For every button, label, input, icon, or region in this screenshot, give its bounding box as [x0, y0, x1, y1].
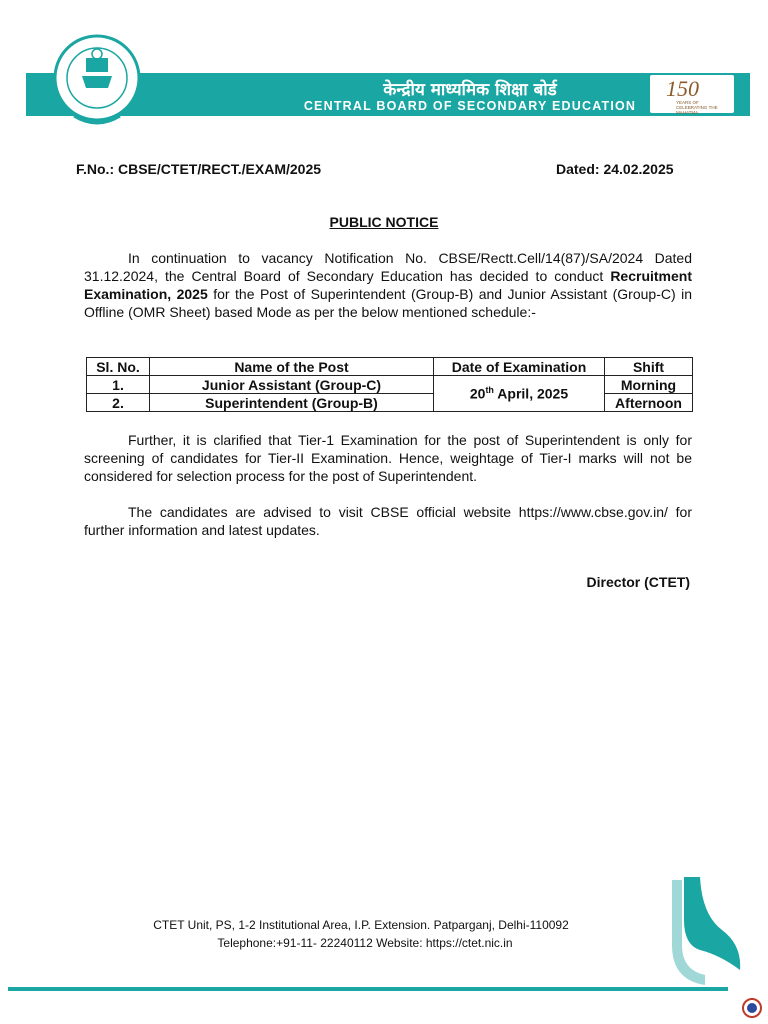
paragraph-clarification [84, 431, 692, 485]
para1-bold: Recruitment Examination, 2025 [84, 268, 692, 302]
cell-post: Superintendent (Group-B) [150, 394, 434, 412]
cell-shift: Morning [605, 376, 693, 394]
date-rest: April, 2025 [493, 385, 569, 402]
badge-text: YEARS OF CELEBRATING THE MAHATMA [676, 100, 718, 115]
col-header-sl: Sl. No. [87, 358, 150, 376]
footer-contact: Telephone:+91-11- 22240112 Website: https://ctet.nic.in [217, 936, 513, 950]
file-number: F.No.: CBSE/CTET/RECT./EXAM/2025 [76, 161, 322, 177]
corner-logo-icon [742, 998, 762, 1018]
cell-post: Junior Assistant (Group-C) [150, 376, 434, 394]
header-hindi-name: केन्द्रीय माध्यमिक शिक्षा बोर्ड [383, 80, 557, 100]
footer-address: CTET Unit, PS, 1-2 Institutional Area, I.P. Extension. Patparganj, Delhi-110092 [153, 918, 569, 932]
cell-date [434, 376, 605, 412]
col-header-shift: Shift [605, 358, 693, 376]
para1-text-a: In continuation to vacancy Notification No. CBSE/Rectt.Cell/14(87)/SA/2024 Dated 31.12.2024, the Central Board of Secondary Education has decided to conduct [84, 250, 692, 284]
badge-number: 150 [666, 76, 699, 101]
header-english-name: CENTRAL BOARD OF SECONDARY EDUCATION [303, 99, 637, 113]
table-header-row [87, 358, 693, 376]
col-header-post: Name of the Post [150, 358, 434, 376]
footer-line [8, 987, 728, 991]
date-suffix: th [485, 385, 494, 396]
cell-sl: 1. [87, 376, 150, 394]
date-day: 20 [469, 385, 486, 402]
paragraph-intro [84, 249, 692, 321]
para2-text: Further, it is clarified that Tier-1 Examination for the post of Superintendent is only for screening of candidates for Tier-II Examination. Hence, weightage of Tier-I marks will not be considered for selection process for the post of Superintendent. [84, 432, 692, 484]
footer-decoration-icon [660, 875, 750, 990]
notice-title: PUBLIC NOTICE [329, 214, 439, 230]
para3-text: The candidates are advised to visit CBSE official website https://www.cbse.gov.in/ for further information and latest updates. [84, 504, 692, 538]
dated: Dated: 24.02.2025 [556, 161, 674, 177]
cell-shift: Afternoon [605, 394, 693, 412]
table-row [87, 376, 693, 394]
cbse-emblem-icon [52, 30, 142, 130]
exam-schedule-table [86, 357, 693, 412]
col-header-date: Date of Examination [434, 358, 605, 376]
para1-text-b: for the Post of Superintendent (Group-B) and Junior Assistant (Group-C) in Offline (OMR Sheet) based Mode as per the below mentioned schedule:- [84, 286, 692, 320]
signatory: Director (CTET) [586, 574, 690, 590]
paragraph-website [84, 503, 692, 539]
cell-sl: 2. [87, 394, 150, 412]
